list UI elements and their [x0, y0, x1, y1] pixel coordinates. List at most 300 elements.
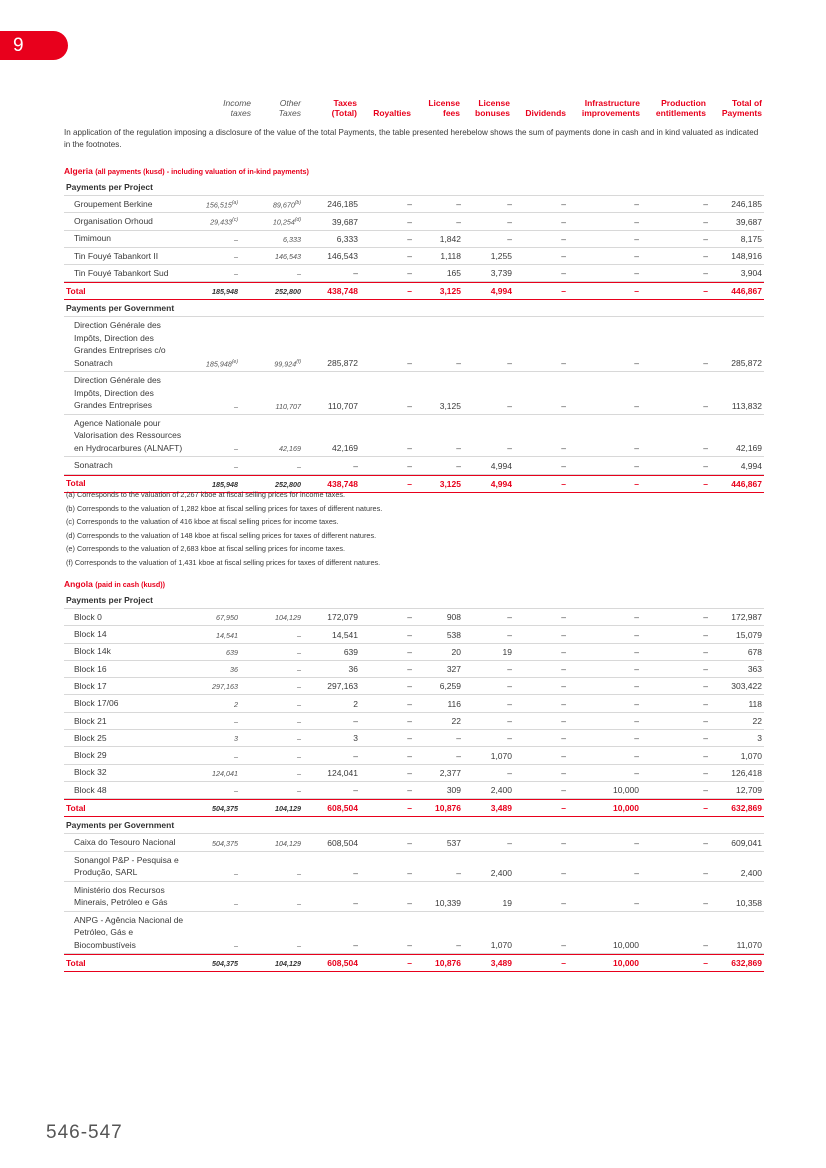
cell-income-taxes: [212, 839, 238, 848]
row-label: Total: [66, 957, 86, 968]
cell-value: –: [561, 867, 566, 878]
row-label: Sonatrach: [74, 460, 113, 471]
cell-value: 126,418: [731, 767, 762, 778]
cell-value: –: [634, 681, 639, 692]
cell-license-bonuses: [503, 898, 512, 908]
cell-production-entitlements: [703, 958, 708, 968]
cell-value: –: [561, 286, 566, 297]
cell-income-taxes: [212, 682, 238, 691]
table-row: [64, 609, 764, 626]
cell-value: 185,948: [212, 287, 238, 297]
cell-infrastructure-improvements: [634, 838, 639, 848]
row-label: Total: [66, 285, 86, 296]
cell-other-taxes: [297, 665, 301, 674]
cell-value: –: [297, 630, 301, 640]
cell-production-entitlements: [703, 199, 708, 209]
cell-production-entitlements: [703, 286, 708, 296]
cell-income-taxes: [206, 359, 238, 368]
cell-value: –: [561, 698, 566, 709]
cell-value: –: [703, 199, 708, 210]
cell-value: –: [634, 358, 639, 369]
cell-infrastructure-improvements: [634, 630, 639, 640]
cell-value: –: [407, 698, 412, 709]
cell-value: –: [507, 358, 512, 369]
cell-total-of-payments: [748, 699, 762, 709]
cell-other-taxes: [274, 359, 301, 368]
cell-value: –: [456, 940, 461, 951]
cell-royalties: [407, 751, 412, 761]
cell-value: –: [507, 698, 512, 709]
cell-value: 1,070: [740, 750, 762, 761]
cell-income-taxes: [234, 235, 238, 244]
cell-license-fees: [456, 940, 461, 950]
cell-value: 185,948: [205, 359, 232, 369]
cell-other-taxes: [297, 648, 301, 657]
cell-value: –: [297, 751, 301, 761]
cell-license-fees: [447, 630, 461, 640]
cell-dividends: [561, 898, 566, 908]
column-header-line2: entitlements: [655, 108, 706, 118]
cell-value: –: [297, 269, 301, 279]
table-row: [64, 834, 764, 851]
cell-value: –: [634, 750, 639, 761]
column-header-line2: Payments: [721, 108, 762, 118]
table-row: [64, 415, 764, 458]
cell-license-fees: [447, 699, 461, 709]
cell-value: –: [297, 647, 301, 657]
cell-license-fees: [435, 898, 461, 908]
cell-value: –: [561, 897, 566, 908]
cell-total-of-payments: [731, 612, 762, 622]
cell-total-of-payments: [736, 443, 762, 453]
cell-value: –: [456, 750, 461, 761]
cell-infrastructure-improvements: [634, 868, 639, 878]
footnote: (a) Corresponds to the valuation of 2,267 kboe at fiscal selling prices for income taxes.: [66, 490, 346, 499]
cell-value: –: [703, 897, 708, 908]
cell-value: 118: [748, 698, 762, 709]
cell-value: 3: [757, 733, 762, 744]
cell-value: 104,129: [275, 959, 301, 969]
cell-value: 4,994: [490, 478, 512, 489]
cell-value: –: [634, 199, 639, 210]
cell-value: 165: [446, 268, 461, 279]
footnote-ref: (f): [296, 359, 301, 366]
row-label: Block 17/06: [74, 698, 119, 709]
cell-license-fees: [456, 217, 461, 227]
column-header-line1: License: [428, 98, 460, 108]
cell-value: 10,000: [613, 958, 639, 969]
cell-license-fees: [440, 401, 461, 411]
cell-license-bonuses: [507, 217, 512, 227]
cell-dividends: [561, 199, 566, 209]
cell-value: 3,489: [490, 958, 512, 969]
cell-value: –: [407, 629, 412, 640]
cell-value: 8,175: [740, 233, 762, 244]
cell-value: 104,129: [275, 613, 301, 623]
cell-value: 4,994: [740, 460, 762, 471]
cell-value: 148,916: [731, 251, 762, 262]
cell-value: –: [561, 629, 566, 640]
cell-license-fees: [456, 733, 461, 743]
cell-other-taxes: [297, 717, 301, 726]
cell-value: –: [456, 460, 461, 471]
row-label: Payments per Project: [66, 594, 153, 605]
cell-royalties: [407, 647, 412, 657]
cell-production-entitlements: [703, 443, 708, 453]
table-row: [64, 196, 764, 213]
cell-total-of-payments: [736, 785, 762, 795]
cell-value: –: [634, 216, 639, 227]
cell-dividends: [561, 785, 566, 795]
cell-value: 537: [446, 837, 461, 848]
column-header-line2: bonuses: [475, 108, 510, 118]
cell-value: –: [407, 443, 412, 454]
table-row: [64, 248, 764, 265]
cell-value: –: [634, 478, 639, 489]
column-header: [475, 98, 510, 118]
cell-income-taxes: [206, 200, 238, 209]
cell-value: –: [561, 251, 566, 262]
row-label: Payments per Government: [66, 819, 175, 830]
cell-total-of-payments: [736, 630, 762, 640]
total-row: [64, 799, 764, 817]
footnote-ref: (b): [294, 199, 301, 206]
cell-value: 2,377: [439, 767, 461, 778]
cell-value: 99,924: [274, 359, 297, 369]
cell-value: 22: [752, 716, 762, 727]
cell-total-of-payments: [731, 479, 762, 489]
table-row: [64, 730, 764, 747]
cell-taxes-total-: [337, 234, 358, 244]
cell-license-bonuses: [491, 868, 512, 878]
cell-royalties: [407, 699, 412, 709]
section-subheading: [64, 179, 764, 196]
cell-value: 10,254: [272, 217, 295, 227]
cell-value: –: [561, 216, 566, 227]
cell-income-taxes: [234, 444, 238, 453]
cell-license-bonuses: [507, 768, 512, 778]
cell-value: 252,800: [275, 479, 301, 489]
cell-royalties: [407, 479, 412, 489]
cell-value: 39,687: [332, 216, 358, 227]
column-header: [656, 98, 706, 118]
column-header-line1: Infrastructure: [584, 98, 640, 108]
cell-dividends: [561, 681, 566, 691]
cell-value: –: [407, 664, 412, 675]
cell-license-fees: [440, 234, 461, 244]
cell-value: –: [407, 897, 412, 908]
cell-other-taxes: [297, 769, 301, 778]
cell-infrastructure-improvements: [613, 958, 639, 968]
cell-license-bonuses: [491, 958, 512, 968]
cell-value: –: [703, 664, 708, 675]
cell-value: –: [561, 837, 566, 848]
cell-total-of-payments: [736, 217, 762, 227]
cell-income-taxes: [212, 287, 238, 296]
cell-value: –: [703, 646, 708, 657]
column-header: [332, 98, 357, 118]
table-row: [64, 695, 764, 712]
column-header-line2: Royalties: [373, 108, 411, 118]
cell-value: –: [561, 958, 566, 969]
cell-production-entitlements: [703, 461, 708, 471]
cell-value: –: [634, 443, 639, 454]
cell-value: –: [297, 699, 301, 709]
cell-dividends: [561, 751, 566, 761]
cell-royalties: [407, 268, 412, 278]
cell-value: –: [561, 443, 566, 454]
cell-value: –: [407, 837, 412, 848]
cell-license-bonuses: [507, 612, 512, 622]
cell-production-entitlements: [703, 751, 708, 761]
cell-royalties: [407, 733, 412, 743]
cell-infrastructure-improvements: [634, 286, 639, 296]
cell-value: –: [407, 216, 412, 227]
cell-infrastructure-improvements: [634, 898, 639, 908]
cell-value: –: [507, 837, 512, 848]
cell-income-taxes: [216, 631, 238, 640]
cell-value: –: [407, 286, 412, 297]
cell-royalties: [407, 443, 412, 453]
cell-taxes-total-: [327, 286, 358, 296]
table-row: [64, 912, 764, 955]
column-header-line2: Taxes: [278, 108, 301, 118]
cell-value: 3,739: [490, 268, 512, 279]
cell-value: –: [703, 698, 708, 709]
cell-value: –: [561, 716, 566, 727]
algeria-title: Algeria: [64, 166, 93, 176]
cell-dividends: [561, 401, 566, 411]
table-row: [64, 644, 764, 661]
cell-value: 6,333: [283, 234, 301, 244]
cell-income-taxes: [226, 648, 238, 657]
cell-production-entitlements: [703, 838, 708, 848]
cell-other-taxes: [273, 200, 301, 209]
cell-value: –: [234, 461, 238, 471]
cell-value: –: [407, 958, 412, 969]
cell-value: –: [297, 768, 301, 778]
cell-license-fees: [452, 647, 461, 657]
cell-dividends: [561, 251, 566, 261]
cell-value: 29,433: [210, 217, 233, 227]
cell-royalties: [407, 803, 412, 813]
cell-value: 156,515: [205, 200, 232, 210]
cell-taxes-total-: [353, 268, 358, 278]
cell-value: 2: [353, 698, 358, 709]
cell-value: 42,169: [736, 443, 762, 454]
cell-value: –: [234, 868, 238, 878]
cell-value: 146,543: [327, 251, 358, 262]
cell-infrastructure-improvements: [634, 664, 639, 674]
cell-value: 67,950: [216, 613, 238, 623]
chapter-tab: [0, 31, 68, 60]
cell-value: –: [456, 867, 461, 878]
cell-infrastructure-improvements: [634, 479, 639, 489]
cell-value: 11,070: [736, 940, 762, 951]
cell-value: 678: [747, 646, 762, 657]
cell-production-entitlements: [703, 479, 708, 489]
cell-taxes-total-: [332, 217, 358, 227]
cell-value: –: [703, 681, 708, 692]
cell-value: –: [634, 897, 639, 908]
cell-dividends: [561, 699, 566, 709]
cell-other-taxes: [283, 235, 301, 244]
cell-dividends: [561, 958, 566, 968]
cell-value: 10,876: [435, 958, 461, 969]
cell-value: 1,118: [440, 251, 461, 262]
cell-value: –: [507, 767, 512, 778]
cell-value: –: [234, 786, 238, 796]
column-header-line2: improvements: [581, 108, 640, 118]
cell-production-entitlements: [703, 733, 708, 743]
cell-taxes-total-: [327, 681, 358, 691]
cell-value: 1,255: [490, 251, 512, 262]
cell-value: –: [703, 750, 708, 761]
section-subheading: [64, 300, 764, 317]
table-row: [64, 747, 764, 764]
cell-infrastructure-improvements: [634, 751, 639, 761]
cell-value: –: [703, 233, 708, 244]
cell-value: –: [407, 785, 412, 796]
cell-value: 4,994: [490, 286, 512, 297]
footnote-ref: (a): [231, 199, 238, 206]
cell-dividends: [561, 286, 566, 296]
cell-value: –: [507, 681, 512, 692]
cell-other-taxes: [275, 804, 301, 813]
cell-value: –: [634, 286, 639, 297]
cell-license-fees: [440, 251, 461, 261]
column-header: [428, 98, 460, 118]
cell-value: –: [456, 199, 461, 210]
cell-other-taxes: [275, 959, 301, 968]
cell-value: –: [703, 612, 708, 623]
cell-value: –: [634, 612, 639, 623]
cell-value: –: [634, 733, 639, 744]
cell-taxes-total-: [327, 612, 358, 622]
cell-infrastructure-improvements: [634, 217, 639, 227]
cell-license-fees: [440, 479, 461, 489]
cell-value: 438,748: [327, 478, 358, 489]
cell-taxes-total-: [353, 940, 358, 950]
cell-value: 10,000: [613, 785, 639, 796]
cell-value: –: [407, 199, 412, 210]
cell-value: –: [507, 664, 512, 675]
cell-value: –: [407, 400, 412, 411]
cell-infrastructure-improvements: [634, 612, 639, 622]
cell-license-fees: [440, 286, 461, 296]
cell-value: –: [297, 786, 301, 796]
cell-license-bonuses: [507, 199, 512, 209]
cell-value: –: [353, 268, 358, 279]
cell-taxes-total-: [353, 461, 358, 471]
cell-production-entitlements: [703, 716, 708, 726]
cell-production-entitlements: [703, 401, 708, 411]
cell-other-taxes: [297, 869, 301, 878]
cell-taxes-total-: [327, 838, 358, 848]
cell-value: –: [234, 717, 238, 727]
cell-license-bonuses: [491, 461, 512, 471]
algeria-subtitle: (all payments (kusd) - including valuation of in-kind payments): [95, 167, 309, 176]
cell-value: –: [456, 443, 461, 454]
cell-total-of-payments: [732, 401, 762, 411]
cell-infrastructure-improvements: [634, 358, 639, 368]
cell-license-bonuses: [507, 630, 512, 640]
cell-dividends: [561, 733, 566, 743]
cell-infrastructure-improvements: [634, 699, 639, 709]
cell-income-taxes: [234, 252, 238, 261]
cell-value: –: [561, 460, 566, 471]
column-header: [582, 98, 640, 118]
cell-dividends: [561, 630, 566, 640]
cell-production-entitlements: [703, 803, 708, 813]
cell-value: –: [561, 750, 566, 761]
cell-value: –: [234, 941, 238, 951]
cell-value: 116: [447, 698, 461, 709]
cell-value: 908: [446, 612, 461, 623]
cell-license-fees: [447, 838, 461, 848]
cell-infrastructure-improvements: [634, 716, 639, 726]
cell-value: 3,904: [740, 268, 762, 279]
cell-value: –: [561, 400, 566, 411]
row-label: Block 14: [74, 629, 107, 640]
cell-taxes-total-: [327, 803, 358, 813]
cell-taxes-total-: [353, 785, 358, 795]
cell-license-fees: [447, 612, 461, 622]
row-label: Ministério dos Recursos Minerais, Petróleo e Gás: [74, 884, 168, 908]
footnote-ref: (d): [294, 217, 301, 224]
cell-value: 6,333: [336, 233, 358, 244]
cell-value: 104,129: [275, 804, 301, 814]
cell-infrastructure-improvements: [634, 268, 639, 278]
cell-dividends: [561, 358, 566, 368]
table-row: [64, 782, 764, 799]
cell-value: 246,185: [327, 199, 358, 210]
cell-other-taxes: [297, 941, 301, 950]
cell-value: 632,869: [731, 803, 762, 814]
cell-infrastructure-improvements: [634, 443, 639, 453]
cell-value: –: [703, 803, 708, 814]
cell-value: –: [297, 717, 301, 727]
cell-royalties: [407, 940, 412, 950]
cell-production-entitlements: [703, 868, 708, 878]
cell-value: 297,163: [327, 681, 358, 692]
cell-infrastructure-improvements: [634, 733, 639, 743]
column-header-line1: Production: [661, 98, 706, 108]
row-label: Payments per Project: [66, 181, 153, 192]
cell-value: –: [561, 803, 566, 814]
cell-value: –: [703, 716, 708, 727]
cell-value: 172,987: [731, 612, 762, 623]
cell-value: 639: [226, 647, 238, 657]
cell-value: 327: [446, 664, 461, 675]
cell-value: –: [634, 837, 639, 848]
cell-value: 39,687: [736, 216, 762, 227]
cell-value: 538: [446, 629, 461, 640]
cell-value: 3,125: [439, 400, 461, 411]
cell-license-bonuses: [507, 401, 512, 411]
cell-license-fees: [456, 358, 461, 368]
cell-value: –: [353, 940, 358, 951]
cell-value: –: [703, 400, 708, 411]
cell-royalties: [407, 664, 412, 674]
cell-value: –: [703, 629, 708, 640]
cell-value: 1,070: [490, 750, 512, 761]
cell-other-taxes: [297, 786, 301, 795]
cell-value: 10,339: [435, 897, 461, 908]
cell-royalties: [407, 868, 412, 878]
cell-value: 1,070: [490, 940, 512, 951]
cell-other-taxes: [297, 462, 301, 471]
